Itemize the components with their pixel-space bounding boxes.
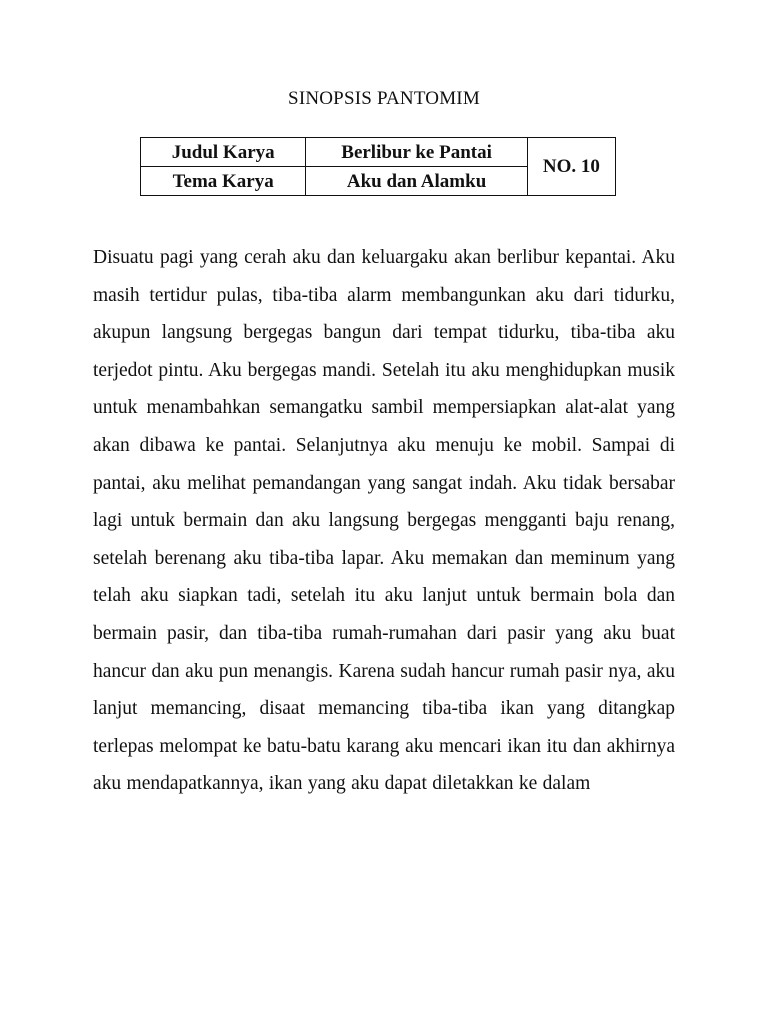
work-theme-value: Aku dan Alamku: [306, 167, 527, 196]
document-title: SINOPSIS PANTOMIM: [288, 88, 480, 109]
synopsis-paragraph: Disuatu pagi yang cerah aku dan keluargaku akan berlibur kepantai. Aku masih tertidur pulas, tiba-tiba alarm membangunkan aku dari tidurku, akupun langsung bergegas bangun dari tempat tidurku, tiba-tiba aku terjedot pintu. Aku bergegas mandi. Setelah itu aku menghidupkan musik untuk menambahkan semangatku sambil mempersiapkan alat-alat yang akan dibawa ke pantai. Selanjutnya aku menuju ke mobil. Sampai di pantai, aku melihat pemandangan yang sangat indah. Aku tidak bersabar lagi untuk bermain dan aku langsung bergegas mengganti baju renang, setelah berenang aku tiba-tiba lapar. Aku memakan dan meminum yang telah aku siapkan tadi, setelah itu aku lanjut untuk bermain bola dan bermain pasir, dan tiba-tiba rumah-rumahan dari pasir yang aku buat hancur dan aku pun menangis. Karena sudah hancur rumah pasir nya, aku lanjut memancing, disaat memancing tiba-tiba ikan yang ditangkap terlepas melompat ke batu-batu karang aku mencari ikan itu dan akhirnya aku mendapatkannya, ikan yang aku dapat diletakkan ke dalam: [93, 247, 675, 795]
synopsis-info-table: [140, 137, 616, 196]
work-title-label: Judul Karya: [141, 138, 306, 167]
table-row-title: [141, 138, 616, 167]
work-theme-label: Tema Karya: [141, 167, 306, 196]
work-title-value: Berlibur ke Pantai: [306, 138, 527, 167]
work-number: NO. 10: [527, 138, 615, 196]
